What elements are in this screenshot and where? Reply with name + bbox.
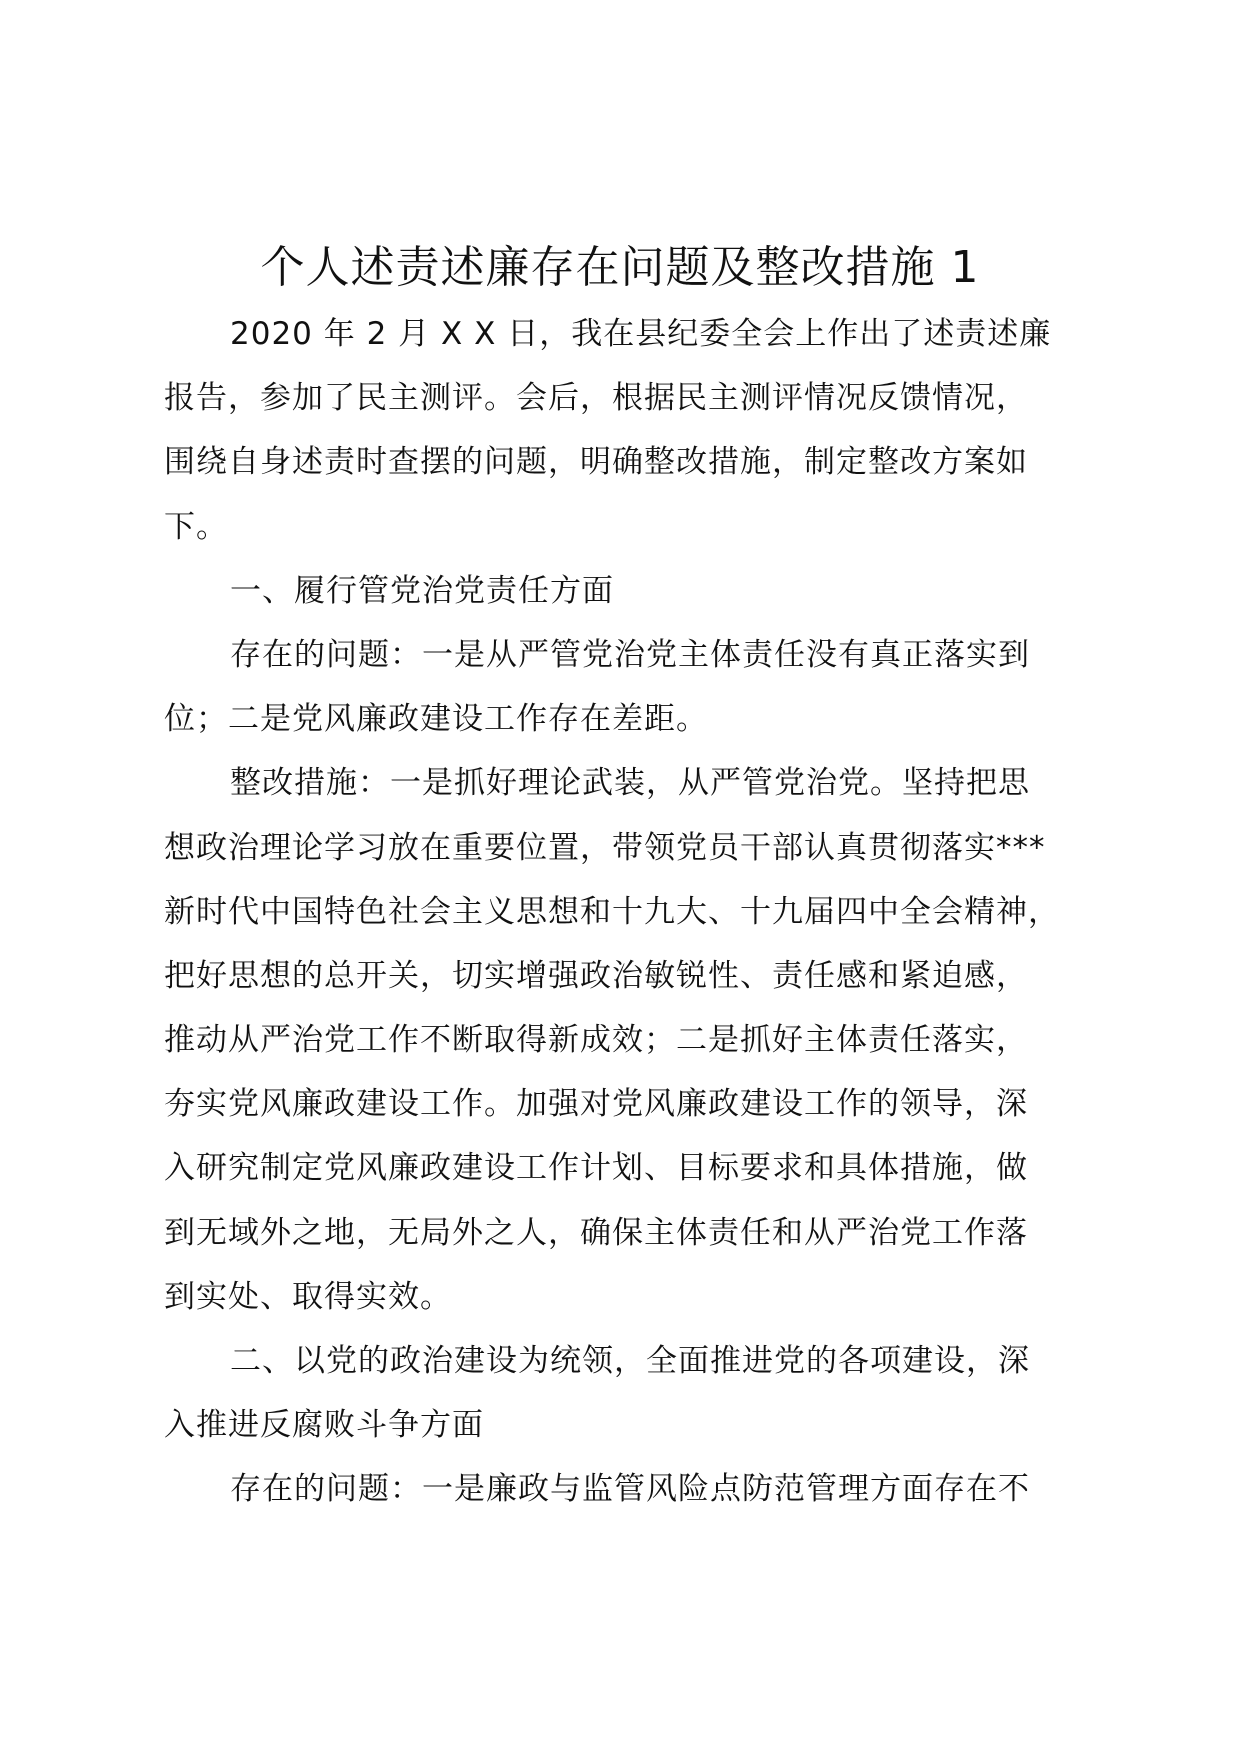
paragraph-line: 下。: [164, 508, 228, 545]
paragraph-line: 夯实党风廉政建设工作。加强对党风廉政建设工作的领导，深: [164, 1086, 1028, 1123]
document-body: [164, 302, 1094, 1522]
paragraph-line: 存在的问题：一是廉政与监管风险点防范管理方面存在不: [230, 1471, 1030, 1508]
paragraph-line: 把好思想的总开关，切实增强政治敏锐性、责任感和紧迫感，: [164, 957, 1028, 994]
paragraph-line: 到无域外之地，无局外之人，确保主体责任和从严治党工作落: [164, 1214, 1028, 1251]
paragraph-line: 入研究制定党风廉政建设工作计划、目标要求和具体措施，做: [164, 1150, 1028, 1187]
paragraph-line: 报告，参加了民主测评。会后，根据民主测评情况反馈情况，: [164, 380, 1028, 417]
paragraph-line: 到实处、取得实效。: [164, 1278, 452, 1315]
paragraph-line: 整改措施：一是抓好理论武装，从严管党治党。坚持把思: [230, 765, 1030, 802]
paragraph-line: 推动从严治党工作不断取得新成效；二是抓好主体责任落实，: [164, 1022, 1028, 1059]
section-heading-1: 一、履行管党治党责任方面: [230, 572, 614, 609]
paragraph-line: 2020 年 2 月 X X 日，我在县纪委全会上作出了述责述廉: [230, 316, 1052, 352]
paragraph-line: 位；二是党风廉政建设工作存在差距。: [164, 701, 708, 738]
document-title: 个人述责述廉存在问题及整改措施 1: [260, 242, 980, 293]
paragraph-line: 围绕自身述责时查摆的问题，明确整改措施，制定整改方案如: [164, 444, 1028, 481]
paragraph-line: 新时代中国特色社会主义思想和十九大、十九届四中全会精神，: [164, 893, 1060, 930]
section-heading-2: 二、以党的政治建设为统领，全面推进党的各项建设，深: [230, 1343, 1030, 1379]
section-heading-2-cont: 入推进反腐败斗争方面: [164, 1407, 484, 1444]
paragraph-line: 存在的问题：一是从严管党治党主体责任没有真正落实到: [230, 636, 1030, 673]
paragraph-line: 想政治理论学习放在重要位置，带领党员干部认真贯彻落实***: [164, 829, 1046, 866]
